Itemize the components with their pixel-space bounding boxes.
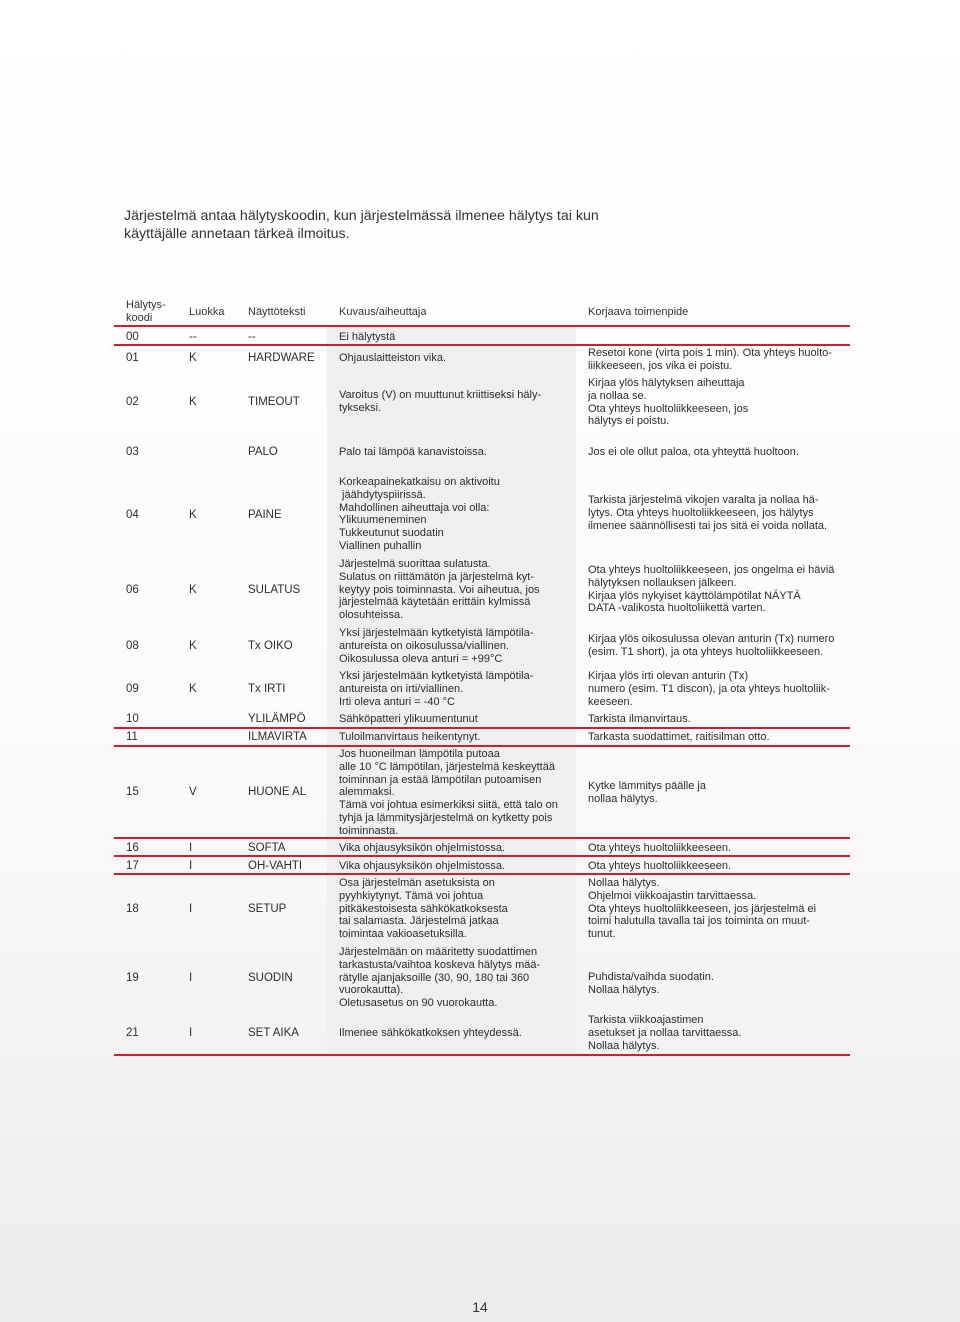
display-text: Tx IRTI (248, 683, 286, 695)
header-code: Hälytys- koodi (126, 299, 166, 324)
alarm-description: Vika ohjausyksikön ohjelmistossa. (339, 860, 506, 872)
display-text: SUODIN (248, 972, 293, 984)
alarm-description: Järjestelmään on määritetty suodattimen tarkastusta/vaihtoa koskeva hälytys mää- rätylle ajanjaksoille (30, 90, 180 tai 360 vuorokautta). Oletusasetus on 90 vuorokautta. (339, 946, 541, 1010)
alarm-class: K (189, 683, 197, 695)
alarm-class: I (189, 860, 193, 872)
red-divider (114, 873, 850, 875)
corrective-action: Nollaa hälytys. Ohjelmoi viikkoajastin tarvittaessa. Ota yhteys huoltoliikkeeseen, jos järjestelmä ei toimi halutulla tavalla tai jos toiminta on muut- tunut. (588, 877, 817, 941)
corrective-action: Ota yhteys huoltoliikkeeseen. (588, 860, 732, 872)
alarm-class: -- (189, 331, 197, 343)
alarm-table (114, 300, 850, 1056)
alarm-code: 19 (126, 972, 139, 984)
alarm-description: Yksi järjestelmään kytketyistä lämpötila- antureista on irti/viallinen. Irti oleva anturi = -40 °C (339, 670, 534, 708)
display-text: SULATUS (248, 584, 301, 596)
header-description: Kuvaus/aiheuttaja (339, 306, 427, 318)
display-text: HUONE AL (248, 786, 307, 798)
corrective-action: Ota yhteys huoltoliikkeeseen, jos ongelma ei häviä hälytyksen nollauksen jälkeen. Kirjaa ylös nykyiset käyttölämpötilat NÄYTÄ DATA -valikosta huoltoliikettä varten. (588, 564, 835, 615)
corrective-action: Puhdista/vaihda suodatin. Nollaa hälytys. (588, 971, 714, 996)
alarm-description: Varoitus (V) on muuttunut kriittiseksi häly- tykseksi. (339, 389, 542, 414)
alarm-code: 21 (126, 1027, 139, 1039)
alarm-class: V (189, 786, 197, 798)
alarm-description: Palo tai lämpöä kanavistoissa. (339, 446, 487, 458)
alarm-class: K (189, 584, 197, 596)
display-text: TIMEOUT (248, 396, 300, 408)
alarm-description: Järjestelmä suorittaa sulatusta. Sulatus on riittämätön ja järjestelmä kyt- keytyy pois toiminnasta. Voi aiheutua, jos järjestelmää käytetään erittäin kylmissä olosuhteissa. (339, 558, 540, 622)
alarm-description: Jos huoneilman lämpötila putoaa alle 10 °C lämpötilan, järjestelmä keskeyttää toiminnan ja estää lämpötilan putoamisen alemmaksi. Tämä voi johtua esimerkiksi siitä, että talo on tyhjä ja lämmitysjärjestelmä on kytketty pois toiminnasta. (339, 748, 558, 837)
corrective-action: Jos ei ole ollut paloa, ota yhteyttä huoltoon. (588, 446, 799, 458)
alarm-code: 09 (126, 683, 139, 695)
alarm-description: Ei hälytystä (339, 331, 396, 343)
alarm-class: I (189, 1027, 193, 1039)
display-text: SET AIKA (248, 1027, 299, 1039)
alarm-class: I (189, 842, 193, 854)
alarm-class: K (189, 509, 197, 521)
alarm-description: Ohjauslaitteiston vika. (339, 352, 446, 364)
alarm-code: 17 (126, 860, 139, 872)
display-text: SETUP (248, 903, 287, 915)
display-text: ILMAVIRTA (248, 731, 307, 743)
display-text: HARDWARE (248, 352, 315, 364)
alarm-code: 06 (126, 584, 139, 596)
alarm-description: Osa järjestelmän asetuksista on pyyhkiytynyt. Tämä voi johtua pitkäkestoisesta sähkökatkoksesta tai salamasta. Järjestelmä jatkaa toimintaa vakioasetuksilla. (339, 877, 508, 941)
alarm-code: 11 (126, 731, 138, 743)
display-text: OH-VAHTI (248, 860, 303, 872)
red-divider (114, 1054, 850, 1056)
red-divider (114, 325, 850, 327)
alarm-description: Vika ohjausyksikön ohjelmistossa. (339, 842, 506, 854)
alarm-code: 02 (126, 396, 139, 408)
corrective-action: Kirjaa ylös hälytyksen aiheuttaja ja nollaa se. Ota yhteys huoltoliikkeeseen, jos hälytys ei poistu. (588, 377, 749, 428)
corrective-action: Ota yhteys huoltoliikkeeseen. (588, 842, 732, 854)
alarm-code: 01 (126, 352, 139, 364)
corrective-action: Tarkista ilmanvirtaus. (588, 713, 691, 725)
alarm-code: 16 (126, 842, 139, 854)
alarm-code: 10 (126, 713, 139, 725)
display-text: -- (248, 331, 256, 343)
alarm-code: 15 (126, 786, 139, 798)
alarm-description: Yksi järjestelmään kytketyistä lämpötila- antureista on oikosulussa/viallinen. Oikosulussa oleva anturi = +99°C (339, 627, 534, 665)
red-divider (114, 745, 850, 747)
alarm-code: 18 (126, 903, 139, 915)
display-text: PALO (248, 446, 278, 458)
alarm-description: Sähköpatteri ylikuumentunut (339, 713, 478, 725)
alarm-code: 00 (126, 331, 139, 343)
alarm-class: K (189, 640, 197, 652)
alarm-code: 03 (126, 446, 139, 458)
intro-text: Järjestelmä antaa hälytyskoodin, kun järjestelmässä ilmenee hälytys tai kun käyttäjälle annetaan tärkeä ilmoitus. (124, 208, 599, 242)
display-text: Tx OIKO (248, 640, 293, 652)
alarm-description: Korkeapainekatkaisu on aktivoitu jäähdytyspiirissä. Mahdollinen aiheuttaja voi olla: Ylikuumeneminen Tukkeutunut suodatin Viallinen puhallin (339, 476, 500, 552)
page-number: 14 (472, 1299, 488, 1315)
display-text: SOFTA (248, 842, 286, 854)
alarm-class: I (189, 903, 193, 915)
display-text: PAINE (248, 509, 282, 521)
corrective-action: Kirjaa ylös oikosulussa olevan anturin (Tx) numero (esim. T1 short), ja ota yhteys huoltoliikkeeseen. (588, 633, 835, 658)
red-divider (114, 855, 850, 857)
red-divider (114, 727, 850, 729)
alarm-description: Tuloilmanvirtaus heikentynyt. (339, 731, 481, 743)
corrective-action: Kirjaa ylös irti olevan anturin (Tx) numero (esim. T1 discon), ja ota yhteys huoltoliik- keeseen. (588, 670, 830, 708)
header-action: Korjaava toimenpide (588, 306, 689, 318)
alarm-code: 04 (126, 509, 139, 521)
alarm-code: 08 (126, 640, 139, 652)
red-divider (114, 344, 850, 346)
alarm-class: K (189, 396, 197, 408)
corrective-action: Tarkista järjestelmä vikojen varalta ja nollaa hä- lytys. Ota yhteys huoltoliikkeeseen, jos hälytys ilmenee säännöllisesti tai jos sitä ei voida nollata. (588, 494, 828, 532)
corrective-action: Resetoi kone (virta pois 1 min). Ota yhteys huolto- liikkeeseen, jos vika ei poistu. (588, 347, 832, 372)
alarm-class: I (189, 972, 193, 984)
alarm-class: K (189, 352, 197, 364)
display-text: YLILÄMPÖ (248, 713, 306, 725)
corrective-action: Tarkista viikkoajastimen asetukset ja nollaa tarvittaessa. Nollaa hälytys. (588, 1014, 742, 1052)
header-class: Luokka (189, 306, 225, 318)
corrective-action: Tarkasta suodattimet, raitisilman otto. (588, 731, 770, 743)
header-display: Näyttöteksti (248, 306, 306, 318)
alarm-description: Ilmenee sähkökatkoksen yhteydessä. (339, 1027, 522, 1039)
corrective-action: Kytke lämmitys päälle ja nollaa hälytys. (588, 780, 706, 805)
